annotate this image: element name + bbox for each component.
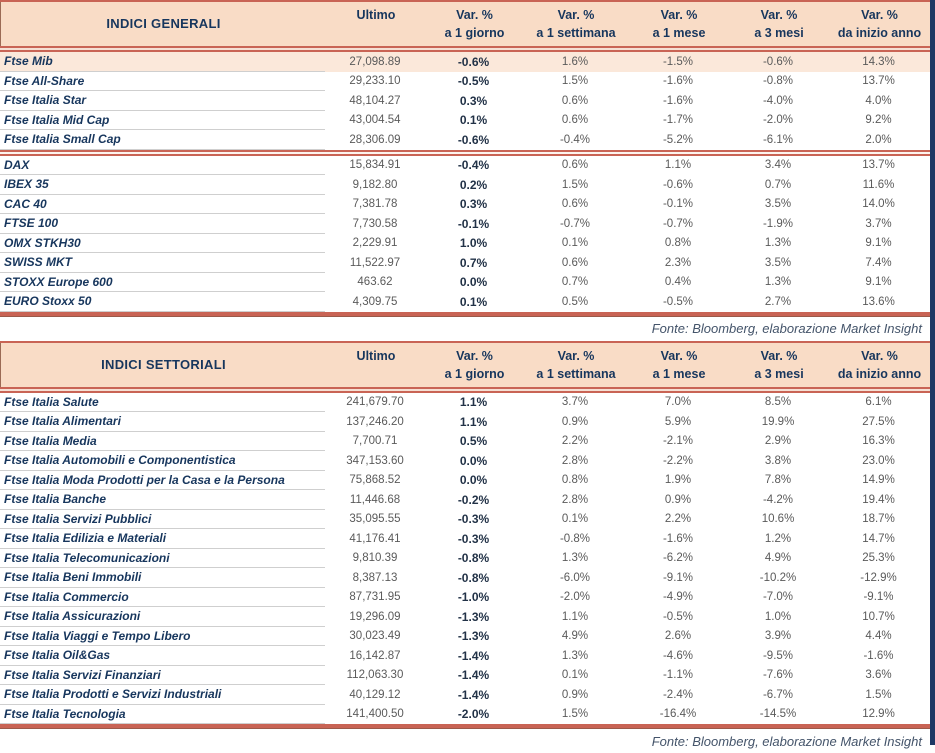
var-1-mese-value: 5.9%	[664, 415, 692, 428]
var-3-mesi-value: -2.0%	[762, 114, 794, 127]
var-3-mesi-value: 10.6%	[761, 513, 795, 526]
right-edge-accent-bar	[930, 0, 935, 745]
var-1-settimana-value: 1.6%	[561, 55, 589, 68]
index-name: Ftse Italia Commercio	[0, 588, 325, 608]
table-row	[0, 195, 930, 215]
var-1-settimana-value: 0.7%	[561, 276, 589, 289]
col-header-var-3-mesi: Var. % a 3 mesi	[754, 8, 804, 40]
table-row	[0, 568, 930, 588]
var-1-mese-value: -1.5%	[662, 55, 694, 68]
var-3-mesi-value: 8.5%	[764, 396, 792, 409]
var-1-settimana-value: 0.1%	[561, 513, 589, 526]
var-inizio-anno-value: 13.7%	[862, 159, 895, 172]
table-row	[0, 666, 930, 686]
ultimo-value: 40,129.12	[349, 688, 401, 701]
var-1-mese-value: 1.9%	[664, 474, 692, 487]
var-1-giorno-value: -2.0%	[457, 707, 490, 722]
var-inizio-anno-value: 10.7%	[862, 610, 895, 623]
index-name: Ftse All-Share	[0, 72, 325, 92]
var-3-mesi-value: -1.9%	[762, 217, 794, 230]
var-1-giorno-value: -0.3%	[457, 512, 490, 527]
var-1-giorno-value: -0.4%	[457, 158, 490, 173]
ultimo-value: 463.62	[357, 276, 393, 289]
ultimo-value: 41,176.41	[349, 532, 401, 545]
var-1-giorno-value: 0.2%	[459, 177, 488, 192]
var-inizio-anno-value: -9.1%	[863, 591, 894, 604]
index-name: Ftse Italia Small Cap	[0, 130, 325, 150]
var-inizio-anno-value: 19.4%	[862, 493, 895, 506]
var-inizio-anno-value: 9.1%	[865, 237, 892, 250]
var-1-settimana-value: 0.6%	[561, 159, 589, 172]
var-3-mesi-value: -0.6%	[762, 55, 794, 68]
var-1-mese-value: -16.4%	[659, 708, 697, 721]
index-name: EURO Stoxx 50	[0, 292, 325, 312]
ultimo-value: 9,810.39	[352, 552, 398, 565]
index-name: Ftse Italia Moda Prodotti per la Casa e la Persona	[0, 471, 325, 491]
var-1-mese-value: -2.1%	[662, 435, 694, 448]
var-3-mesi-value: 3.4%	[764, 159, 792, 172]
table-row	[0, 646, 930, 666]
var-1-mese-value: -9.1%	[662, 571, 694, 584]
table-row	[0, 607, 930, 627]
table-row	[0, 412, 930, 432]
table-row	[0, 253, 930, 273]
ultimo-value: 11,522.97	[349, 256, 401, 269]
ultimo-value: 28,306.09	[349, 133, 401, 146]
var-inizio-anno-value: 14.3%	[862, 55, 895, 68]
table-row	[0, 393, 930, 413]
index-name: Ftse Italia Beni Immobili	[0, 568, 325, 588]
ultimo-value: 8,387.13	[352, 571, 398, 584]
var-1-giorno-value: -1.0%	[457, 590, 490, 605]
var-3-mesi-value: 2.7%	[764, 295, 792, 308]
var-1-mese-value: -4.9%	[662, 591, 694, 604]
ultimo-value: 87,731.95	[349, 591, 401, 604]
var-1-settimana-value: 0.6%	[561, 198, 589, 211]
var-3-mesi-value: -4.2%	[762, 493, 794, 506]
var-3-mesi-value: 19.9%	[761, 415, 795, 428]
ultimo-value: 7,381.78	[352, 198, 398, 211]
var-3-mesi-value: 1.3%	[764, 276, 792, 289]
table-row	[0, 490, 930, 510]
var-1-mese-value: -1.6%	[662, 75, 694, 88]
var-1-giorno-value: -1.4%	[457, 668, 490, 683]
indici-settoriali-header	[0, 343, 930, 387]
var-3-mesi-value: -9.5%	[762, 649, 794, 662]
source-note-generali: Fonte: Bloomberg, elaborazione Market Insight	[651, 321, 922, 336]
col-header-var-1-giorno: Var. % a 1 giorno	[444, 8, 505, 40]
ultimo-value: 2,229.91	[352, 237, 398, 250]
var-inizio-anno-value: 1.5%	[865, 688, 892, 701]
ultimo-value: 137,246.20	[346, 415, 404, 428]
var-1-settimana-value: -0.7%	[559, 217, 591, 230]
table-row	[0, 292, 930, 312]
var-1-giorno-value: -0.5%	[457, 74, 490, 89]
ultimo-value: 16,142.87	[349, 649, 401, 662]
index-name: Ftse Italia Star	[0, 91, 325, 111]
table-bottom-border	[0, 312, 930, 317]
index-name: Ftse Italia Oil&Gas	[0, 646, 325, 666]
source-note-settoriali: Fonte: Bloomberg, elaborazione Market Insight	[651, 733, 922, 749]
var-inizio-anno-value: 14.9%	[862, 474, 895, 487]
var-1-giorno-value: -0.2%	[457, 492, 490, 507]
var-1-giorno-value: 0.0%	[459, 473, 488, 488]
var-3-mesi-value: 3.8%	[764, 454, 792, 467]
var-1-settimana-value: -0.8%	[559, 532, 591, 545]
var-1-giorno-value: -0.3%	[457, 531, 490, 546]
var-1-giorno-value: 0.5%	[459, 434, 488, 449]
col-header-var-3-mesi: Var. % a 3 mesi	[754, 348, 804, 381]
table-row	[0, 705, 930, 725]
ultimo-value: 9,182.80	[352, 178, 398, 191]
col-header-ultimo: Ultimo	[356, 348, 396, 363]
table-row	[0, 549, 930, 569]
table-title: INDICI SETTORIALI	[101, 356, 226, 372]
var-1-giorno-value: -0.6%	[457, 54, 490, 69]
table-row	[0, 273, 930, 293]
col-header-var-1-mese: Var. % a 1 mese	[652, 8, 706, 40]
var-1-mese-value: -1.6%	[662, 94, 694, 107]
ultimo-value: 4,309.75	[352, 295, 398, 308]
var-1-settimana-value: 2.2%	[561, 435, 589, 448]
var-1-settimana-value: 4.9%	[561, 630, 589, 643]
index-name: OMX STKH30	[0, 234, 325, 254]
var-1-settimana-value: 0.6%	[561, 94, 589, 107]
index-name: Ftse Italia Edilizia e Materiali	[0, 529, 325, 549]
var-3-mesi-value: -10.2%	[759, 571, 797, 584]
ultimo-value: 241,679.70	[346, 396, 404, 409]
table-row	[0, 72, 930, 92]
table-row	[0, 627, 930, 647]
var-1-giorno-value: 0.0%	[459, 275, 488, 290]
var-3-mesi-value: 1.0%	[764, 610, 792, 623]
var-1-mese-value: 7.0%	[664, 396, 692, 409]
ultimo-value: 7,730.58	[352, 217, 398, 230]
var-inizio-anno-value: 14.0%	[862, 198, 895, 211]
table-row	[0, 156, 930, 176]
index-name: SWISS MKT	[0, 253, 325, 273]
col-header-ultimo: Ultimo	[356, 8, 396, 22]
var-1-mese-value: 0.4%	[664, 276, 692, 289]
index-name: Ftse Italia Servizi Pubblici	[0, 510, 325, 530]
var-1-mese-value: -1.7%	[662, 114, 694, 127]
var-inizio-anno-value: 13.6%	[862, 295, 895, 308]
index-name: Ftse Italia Tecnologia	[0, 705, 325, 725]
var-inizio-anno-value: 27.5%	[862, 415, 895, 428]
var-inizio-anno-value: 23.0%	[862, 454, 895, 467]
var-inizio-anno-value: -1.6%	[863, 649, 894, 662]
var-1-settimana-value: 0.1%	[561, 237, 589, 250]
ultimo-value: 141,400.50	[346, 708, 404, 721]
ultimo-value: 27,098.89	[349, 55, 401, 68]
var-1-settimana-value: 0.6%	[561, 114, 589, 127]
indici-settoriali-rows	[0, 393, 930, 725]
var-inizio-anno-value: 18.7%	[862, 513, 895, 526]
var-1-settimana-value: 1.5%	[561, 178, 589, 191]
table-row	[0, 685, 930, 705]
index-name: Ftse Mib	[0, 52, 325, 72]
var-1-mese-value: -4.6%	[662, 649, 694, 662]
var-1-giorno-value: -0.1%	[457, 216, 490, 231]
var-1-mese-value: -1.6%	[662, 532, 694, 545]
var-1-giorno-value: 0.0%	[459, 453, 488, 468]
var-1-mese-value: -0.1%	[662, 198, 694, 211]
index-name: Ftse Italia Servizi Finanziari	[0, 666, 325, 686]
var-3-mesi-value: 1.3%	[764, 237, 792, 250]
var-1-giorno-value: -1.3%	[457, 609, 490, 624]
var-1-giorno-value: 0.7%	[459, 255, 488, 270]
table-row	[0, 91, 930, 111]
ultimo-value: 11,446.68	[349, 493, 401, 506]
var-1-mese-value: -0.5%	[662, 610, 694, 623]
var-3-mesi-value: -6.7%	[762, 688, 794, 701]
col-header-var-1-settimana: Var. % a 1 settimana	[536, 348, 616, 381]
var-1-giorno-value: 0.1%	[459, 113, 488, 128]
var-1-mese-value: -1.1%	[662, 669, 694, 682]
index-name: Ftse Italia Telecomunicazioni	[0, 549, 325, 569]
index-name: Ftse Italia Assicurazioni	[0, 607, 325, 627]
var-1-giorno-value: 1.1%	[459, 395, 488, 410]
var-1-settimana-value: -0.4%	[559, 133, 591, 146]
var-1-mese-value: 0.9%	[664, 493, 692, 506]
var-1-settimana-value: 0.9%	[561, 415, 589, 428]
index-name: DAX	[0, 156, 325, 176]
var-3-mesi-value: 1.2%	[764, 532, 792, 545]
var-1-giorno-value: 1.1%	[459, 414, 488, 429]
ultimo-value: 30,023.49	[349, 630, 401, 643]
index-name: Ftse Italia Viaggi e Tempo Libero	[0, 627, 325, 647]
index-name: STOXX Europe 600	[0, 273, 325, 293]
index-name: Ftse Italia Prodotti e Servizi Industriali	[0, 685, 325, 705]
var-inizio-anno-value: 13.7%	[862, 75, 895, 88]
indici-settoriali-table	[0, 341, 930, 730]
var-3-mesi-value: 2.9%	[764, 435, 792, 448]
var-1-mese-value: 2.6%	[664, 630, 692, 643]
table-row	[0, 234, 930, 254]
var-1-settimana-value: 2.8%	[561, 454, 589, 467]
var-1-giorno-value: -1.4%	[457, 648, 490, 663]
var-1-mese-value: 1.1%	[664, 159, 692, 172]
var-3-mesi-value: -4.0%	[762, 94, 794, 107]
var-1-settimana-value: 0.5%	[561, 295, 589, 308]
var-1-mese-value: -0.7%	[662, 217, 694, 230]
var-3-mesi-value: -7.0%	[762, 591, 794, 604]
var-1-mese-value: -2.2%	[662, 454, 694, 467]
var-1-mese-value: -6.2%	[662, 552, 694, 565]
table-row	[0, 451, 930, 471]
ultimo-value: 112,063.30	[346, 669, 404, 682]
var-1-mese-value: 2.3%	[664, 256, 692, 269]
indici-generali-rows	[0, 52, 930, 312]
var-1-giorno-value: -1.4%	[457, 687, 490, 702]
ultimo-value: 75,868.52	[349, 474, 401, 487]
var-inizio-anno-value: 6.1%	[865, 396, 892, 409]
var-3-mesi-value: 0.7%	[764, 178, 792, 191]
table-bottom-border	[0, 724, 930, 729]
var-inizio-anno-value: 7.4%	[865, 256, 892, 269]
var-1-giorno-value: 0.3%	[459, 93, 488, 108]
var-1-mese-value: -2.4%	[662, 688, 694, 701]
table-title: INDICI GENERALI	[106, 16, 221, 31]
var-inizio-anno-value: 3.6%	[865, 669, 892, 682]
col-header-var-1-settimana: Var. % a 1 settimana	[536, 8, 616, 40]
var-1-mese-value: -0.6%	[662, 178, 694, 191]
var-inizio-anno-value: 4.4%	[865, 630, 892, 643]
table-row	[0, 510, 930, 530]
table-row	[0, 471, 930, 491]
var-1-settimana-value: 0.1%	[561, 669, 589, 682]
var-1-settimana-value: 0.8%	[561, 474, 589, 487]
col-header-var-inizio-anno: Var. % da inizio anno	[837, 348, 922, 381]
ultimo-value: 43,004.54	[349, 114, 401, 127]
col-header-var-inizio-anno: Var. % da inizio anno	[837, 8, 922, 40]
var-1-giorno-value: -0.6%	[457, 132, 490, 147]
var-3-mesi-value: 3.5%	[764, 256, 792, 269]
ultimo-value: 19,296.09	[349, 610, 401, 623]
var-inizio-anno-value: 25.3%	[862, 552, 895, 565]
var-3-mesi-value: 3.5%	[764, 198, 792, 211]
var-1-giorno-value: -1.3%	[457, 629, 490, 644]
table-row	[0, 529, 930, 549]
var-inizio-anno-value: 14.7%	[862, 532, 895, 545]
index-name: Ftse Italia Mid Cap	[0, 111, 325, 131]
table-row	[0, 588, 930, 608]
var-3-mesi-value: 7.8%	[764, 474, 792, 487]
var-3-mesi-value: 4.9%	[764, 552, 792, 565]
var-inizio-anno-value: 2.0%	[865, 133, 892, 146]
var-1-settimana-value: -2.0%	[559, 591, 591, 604]
index-name: CAC 40	[0, 195, 325, 215]
var-1-mese-value: -0.5%	[662, 295, 694, 308]
index-name: Ftse Italia Automobili e Componentistica	[0, 451, 325, 471]
var-1-mese-value: 2.2%	[664, 513, 692, 526]
index-name: FTSE 100	[0, 214, 325, 234]
index-name: Ftse Italia Banche	[0, 490, 325, 510]
var-inizio-anno-value: 4.0%	[865, 94, 892, 107]
var-3-mesi-value: -7.6%	[762, 669, 794, 682]
var-1-settimana-value: 1.5%	[561, 708, 589, 721]
ultimo-value: 15,834.91	[349, 159, 401, 172]
var-1-settimana-value: 1.3%	[561, 649, 589, 662]
var-1-settimana-value: 3.7%	[561, 396, 589, 409]
var-3-mesi-value: -6.1%	[762, 133, 794, 146]
index-name: IBEX 35	[0, 175, 325, 195]
var-1-mese-value: 0.8%	[664, 237, 692, 250]
var-1-settimana-value: 0.9%	[561, 688, 589, 701]
ultimo-value: 29,233.10	[349, 75, 401, 88]
index-name: Ftse Italia Salute	[0, 393, 325, 413]
var-inizio-anno-value: 16.3%	[862, 435, 895, 448]
index-name: Ftse Italia Media	[0, 432, 325, 452]
var-1-mese-value: -5.2%	[662, 133, 694, 146]
table-row	[0, 52, 930, 72]
var-inizio-anno-value: -12.9%	[860, 571, 897, 584]
indici-generali-table	[0, 0, 930, 317]
var-3-mesi-value: -0.8%	[762, 75, 794, 88]
col-header-var-1-mese: Var. % a 1 mese	[652, 348, 706, 381]
ultimo-value: 48,104.27	[349, 94, 401, 107]
var-1-giorno-value: 1.0%	[459, 236, 488, 251]
indici-generali-header	[0, 2, 930, 46]
table-row	[0, 175, 930, 195]
var-inizio-anno-value: 11.6%	[862, 178, 895, 191]
var-1-settimana-value: 1.5%	[561, 75, 589, 88]
var-1-settimana-value: 1.3%	[561, 552, 589, 565]
ultimo-value: 347,153.60	[346, 454, 404, 467]
col-header-var-1-giorno: Var. % a 1 giorno	[444, 348, 505, 381]
var-1-giorno-value: 0.3%	[459, 197, 488, 212]
var-1-giorno-value: 0.1%	[459, 294, 488, 309]
var-inizio-anno-value: 12.9%	[862, 708, 895, 721]
var-inizio-anno-value: 9.1%	[865, 276, 892, 289]
table-row	[0, 432, 930, 452]
ultimo-value: 35,095.55	[349, 513, 401, 526]
var-inizio-anno-value: 3.7%	[865, 217, 892, 230]
table-row	[0, 130, 930, 150]
var-1-settimana-value: 1.1%	[561, 610, 589, 623]
var-1-giorno-value: -0.8%	[457, 551, 490, 566]
var-3-mesi-value: -14.5%	[759, 708, 797, 721]
var-1-settimana-value: 0.6%	[561, 256, 589, 269]
var-inizio-anno-value: 9.2%	[865, 114, 892, 127]
var-1-settimana-value: 2.8%	[561, 493, 589, 506]
table-row	[0, 111, 930, 131]
ultimo-value: 7,700.71	[352, 435, 398, 448]
var-3-mesi-value: 3.9%	[764, 630, 792, 643]
table-row	[0, 214, 930, 234]
var-1-giorno-value: -0.8%	[457, 570, 490, 585]
index-name: Ftse Italia Alimentari	[0, 412, 325, 432]
var-1-settimana-value: -6.0%	[559, 571, 591, 584]
